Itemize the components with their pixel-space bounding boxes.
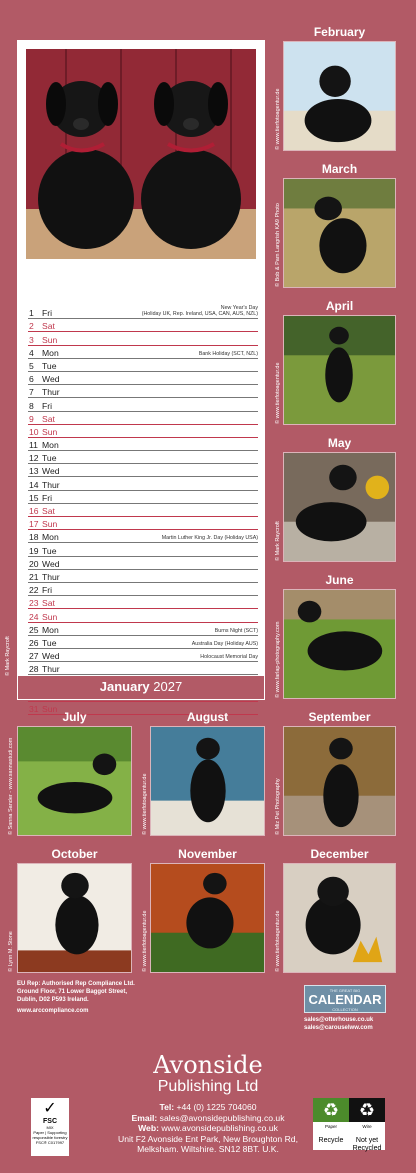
photo-credit-june: © www.farlap-photography.com xyxy=(275,621,281,698)
year-label: 2027 xyxy=(153,679,183,694)
day-name: Sun xyxy=(42,334,58,345)
day-row xyxy=(28,596,258,609)
day-number: 16 xyxy=(29,506,39,516)
recycle-icon: ♻ xyxy=(313,1098,349,1122)
day-name: Fri xyxy=(42,585,53,596)
photo-credit-may: © Mark Raycroft xyxy=(275,521,281,561)
day-number: 21 xyxy=(29,571,39,582)
eu-rep-line: EU Rep: Authorised Rep Compliance Ltd. xyxy=(17,981,135,987)
fsc-label: FSC xyxy=(43,1118,57,1125)
photo-credit-july: © Sanna Sander - www.sannastudi.com xyxy=(8,737,14,835)
day-name: Thur xyxy=(42,479,60,490)
day-name: Sun xyxy=(42,426,58,437)
photo-november xyxy=(150,863,265,973)
recycle-label: Recycle xyxy=(318,1137,344,1144)
day-name: Sun xyxy=(42,703,58,714)
holiday-note: Martin Luther King Jr. Day (Holiday USA) xyxy=(161,535,258,542)
day-row xyxy=(28,464,258,477)
day-row xyxy=(28,385,258,398)
eu-rep-website[interactable]: www.arccompliance.com xyxy=(17,1008,89,1014)
day-name: Fri xyxy=(42,492,53,503)
day-name: Mon xyxy=(42,532,59,543)
day-row xyxy=(28,319,258,332)
day-number: 25 xyxy=(29,624,39,635)
day-name: Sun xyxy=(42,519,58,530)
day-name: Sat xyxy=(42,506,55,516)
logo-main-text: CALENDAR xyxy=(308,992,382,1007)
sales-email-otterhouse[interactable]: sales@otterhouse.co.uk xyxy=(304,1017,374,1023)
main-photo-puppies xyxy=(26,49,256,259)
day-number: 10 xyxy=(29,426,39,437)
sales-emails xyxy=(304,1016,373,1032)
day-row xyxy=(28,346,258,359)
photo-credit-september: © Miz Pet Photography xyxy=(275,778,281,835)
fsc-mix-label: MIX xyxy=(46,1125,54,1130)
fsc-code: FSC® C017997 xyxy=(35,1140,65,1145)
day-name: Tue xyxy=(42,360,57,371)
day-row xyxy=(28,359,258,372)
day-number: 31 xyxy=(29,703,39,714)
month-title-december: December xyxy=(310,847,369,861)
fsc-description: Paper | Supporting responsible forestry xyxy=(32,1130,68,1140)
day-row xyxy=(28,636,258,649)
address-line2: Melksham. Wiltshire. SN12 8BT. U.K. xyxy=(137,1144,279,1155)
photo-march xyxy=(283,178,396,288)
eu-rep-line: Ground Floor, 71 Lower Baggot Street, xyxy=(17,989,128,995)
day-number: 3 xyxy=(29,334,34,345)
day-number: 17 xyxy=(29,519,39,530)
photo-september xyxy=(283,726,396,836)
day-row xyxy=(28,412,258,425)
logo-top-text: THE GREAT BIG xyxy=(329,988,361,993)
day-number: 15 xyxy=(29,492,39,503)
day-list xyxy=(28,306,258,715)
photo-may xyxy=(283,452,396,562)
photo-august xyxy=(150,726,265,836)
day-row xyxy=(28,372,258,385)
day-name: Sat xyxy=(42,413,55,424)
day-row xyxy=(28,504,258,517)
day-number: 5 xyxy=(29,360,34,371)
photo-credit-march: © Bob & Pam Langrish KA9 Photo xyxy=(275,203,281,287)
publisher-name-line1: Avonside xyxy=(153,1051,263,1079)
not-recycled-label: Not yet Recycled xyxy=(352,1137,382,1152)
photo-credit-april: © www.tierfotoagentur.de xyxy=(275,362,281,424)
eu-rep-block xyxy=(17,980,135,1015)
sales-email-carousel[interactable]: sales@carouselww.com xyxy=(304,1025,373,1031)
photo-december xyxy=(283,863,396,973)
photo-credit-december: © www.tierfotoagentur.de xyxy=(275,910,281,972)
day-number: 12 xyxy=(29,453,39,464)
day-number: 23 xyxy=(29,598,39,609)
publisher-name-line2: Publishing Ltd xyxy=(157,1078,259,1095)
day-name: Fri xyxy=(42,400,53,411)
day-row xyxy=(28,570,258,583)
day-number: 4 xyxy=(29,347,34,358)
month-title-july: July xyxy=(62,710,87,724)
day-row xyxy=(28,557,258,570)
fsc-logo xyxy=(31,1098,69,1156)
web-label: Web: xyxy=(138,1123,159,1134)
day-name: Wed xyxy=(42,374,60,385)
month-title-june: June xyxy=(325,573,354,587)
day-row xyxy=(28,662,258,675)
great-big-calendar-logo xyxy=(304,985,386,1013)
day-number: 9 xyxy=(29,413,34,424)
month-title-february: February xyxy=(313,25,366,39)
day-row xyxy=(28,517,258,530)
day-name: Tue xyxy=(42,637,57,648)
day-name: Wed xyxy=(42,466,60,477)
day-row xyxy=(28,530,258,543)
day-number: 27 xyxy=(29,651,39,662)
day-number: 20 xyxy=(29,558,39,569)
month-title-october: October xyxy=(51,847,98,861)
day-name: Sat xyxy=(42,321,55,332)
day-number: 8 xyxy=(29,400,34,411)
day-name: Mon xyxy=(42,347,59,358)
email-value[interactable]: sales@avonsidepublishing.co.uk xyxy=(159,1112,285,1123)
day-row xyxy=(28,425,258,438)
day-number: 2 xyxy=(29,321,34,332)
day-name: Tue xyxy=(42,545,57,556)
month-title-may: May xyxy=(327,436,352,450)
day-number: 14 xyxy=(29,479,39,490)
day-number: 26 xyxy=(29,637,39,648)
photo-credit-august: © www.tierfotoagentur.de xyxy=(142,773,148,835)
day-name: Wed xyxy=(42,651,60,662)
day-name: Sun xyxy=(42,611,58,622)
holiday-note: Burns Night (SCT) xyxy=(214,627,258,634)
day-number: 28 xyxy=(29,664,39,675)
month-year-label xyxy=(17,676,265,700)
photo-february xyxy=(283,41,396,151)
holiday-note: Holocaust Memorial Day xyxy=(200,654,258,661)
day-name: Wed xyxy=(42,558,60,569)
photo-credit-november: © www.tierfotoagentur.de xyxy=(142,910,148,972)
address-line1: Unit F2 Avonside Ent Park, New Broughton Rd, xyxy=(118,1133,298,1144)
day-name: Thur xyxy=(42,664,60,675)
eu-rep-line: Dublin, D02 P593 Ireland. xyxy=(17,997,89,1003)
day-number: 18 xyxy=(29,532,39,543)
tel-value[interactable]: +44 (0) 1225 704060 xyxy=(176,1102,257,1112)
month-title-september: September xyxy=(308,710,371,724)
holiday-note: Bank Holiday (SCT, NZL) xyxy=(198,350,258,357)
photo-july xyxy=(17,726,132,836)
photo-april xyxy=(283,315,396,425)
photo-credit-october: © Lynn M. Stone xyxy=(8,931,14,972)
day-row xyxy=(28,477,258,490)
day-name: Mon xyxy=(42,624,59,635)
photo-october xyxy=(17,863,132,973)
day-row xyxy=(28,649,258,662)
day-row xyxy=(28,543,258,556)
day-row xyxy=(28,306,258,319)
day-row xyxy=(28,438,258,451)
day-name: Mon xyxy=(42,440,59,451)
fsc-tree-icon: ✓ xyxy=(43,1100,57,1117)
logo-bottom-text: COLLECTION xyxy=(332,1007,358,1012)
day-name: Sat xyxy=(42,598,55,609)
day-row xyxy=(28,609,258,622)
day-number: 19 xyxy=(29,545,39,556)
day-number: 1 xyxy=(29,308,34,319)
holiday-note: Australia Day (Holiday AUS) xyxy=(191,640,258,647)
day-number: 22 xyxy=(29,585,39,596)
paper-label: Paper xyxy=(324,1124,337,1129)
publisher-logo xyxy=(0,1052,416,1096)
day-row xyxy=(28,398,258,411)
month-label: January xyxy=(99,679,150,694)
web-value[interactable]: www.avonsidepublishing.co.uk xyxy=(161,1123,278,1134)
day-row xyxy=(28,332,258,345)
day-number: 6 xyxy=(29,374,34,385)
holiday-note: New Year's Day (Holiday UK, Rep. Ireland, USA, CAN, AUS, NZL) xyxy=(141,305,258,318)
day-row xyxy=(28,623,258,636)
day-row xyxy=(28,583,258,596)
photo-credit-february: © www.tierfotoagentur.de xyxy=(275,88,281,150)
day-name: Tue xyxy=(42,453,57,464)
day-name: Fri xyxy=(42,308,53,319)
day-name: Thur xyxy=(42,571,60,582)
day-number: 11 xyxy=(29,440,38,451)
day-name: Thur xyxy=(42,387,60,398)
photo-june xyxy=(283,589,396,699)
month-title-august: August xyxy=(186,710,229,724)
month-title-november: November xyxy=(178,847,237,861)
day-row xyxy=(28,451,258,464)
month-title-march: March xyxy=(321,162,358,176)
month-title-april: April xyxy=(325,299,354,313)
wire-label: Wire xyxy=(362,1124,372,1129)
tel-label: Tel: xyxy=(159,1102,175,1112)
day-number: 13 xyxy=(29,466,39,477)
day-number: 7 xyxy=(29,387,34,398)
day-row xyxy=(28,491,258,504)
email-label: Email: xyxy=(131,1112,158,1123)
main-photo-credit: © Mark Raycroft xyxy=(5,636,11,676)
day-number: 24 xyxy=(29,611,39,622)
not-recycled-icon: ♻ xyxy=(349,1098,385,1122)
